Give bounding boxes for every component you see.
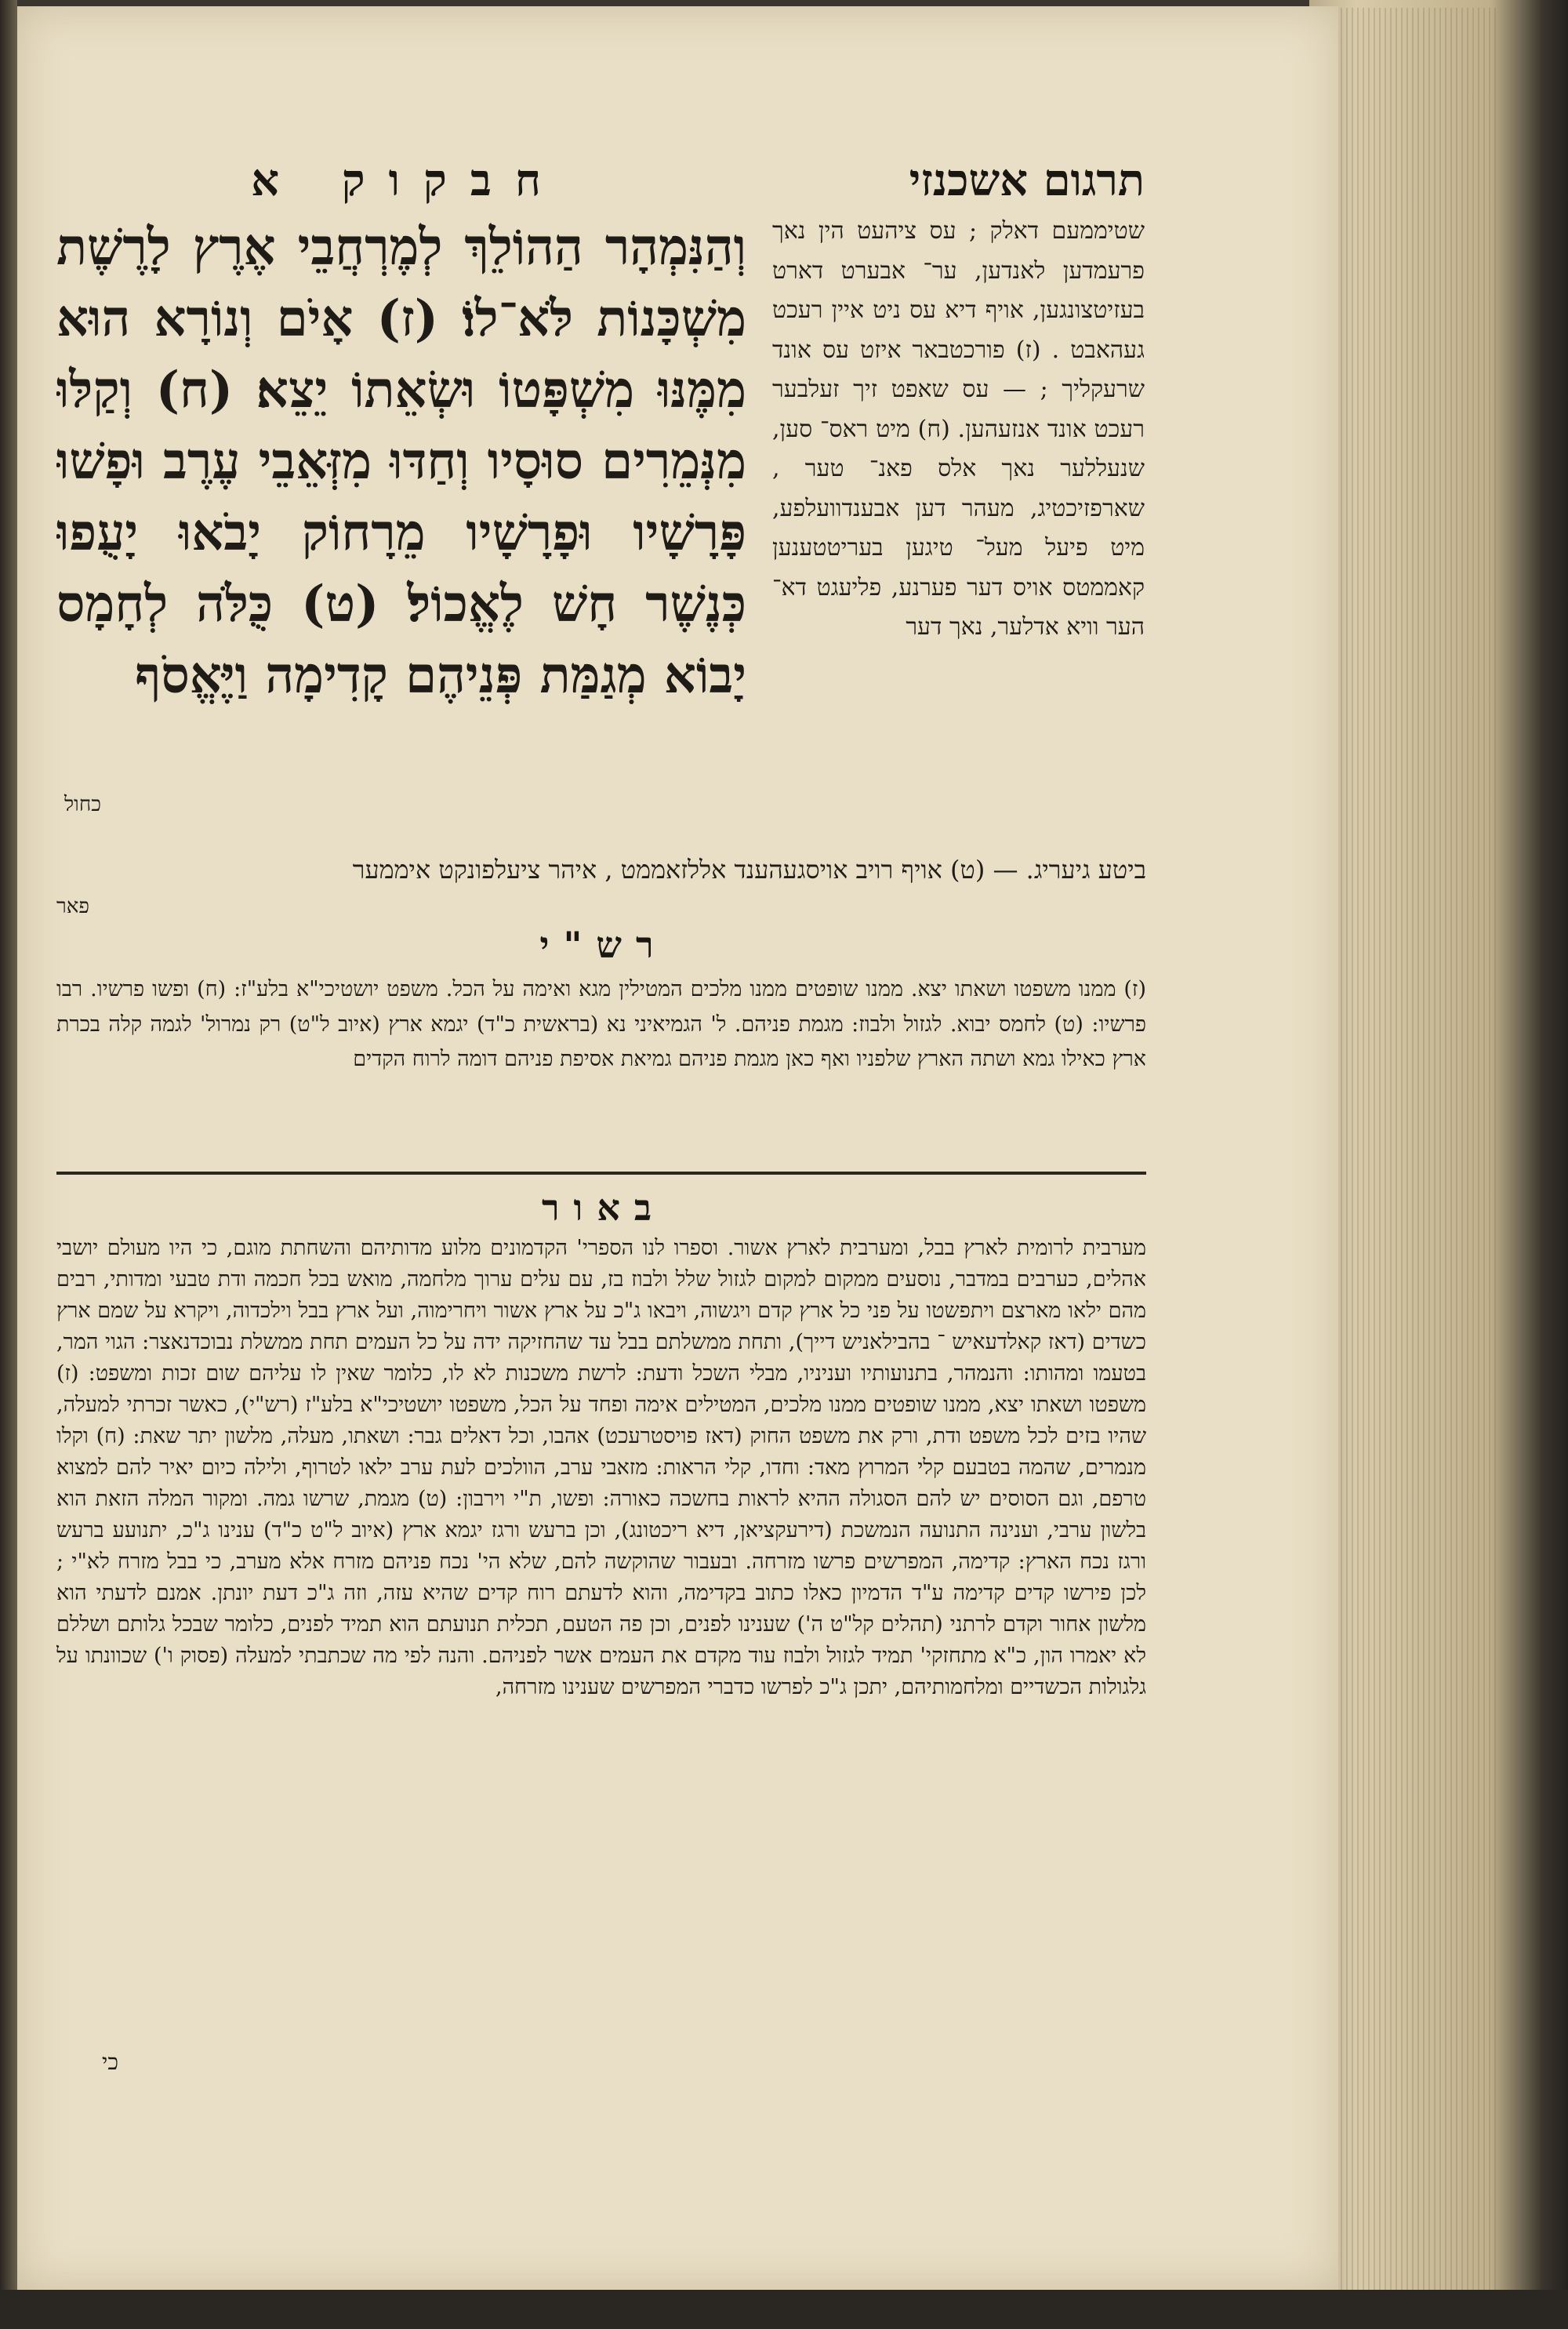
biur-commentary: מערבית לרומית לארץ בבל, ומערבית לארץ אשור. וספרו לנו הספרי' הקדמונים מלוע מדותיהם והשחתת מוגם, כי היו מעולם יושבי אהלים, כערבים במדבר, נוסעים ממקום למקום לגזול שלל ולבוז בז, עם עלים ערוך מלחמה, מואש בכל חכמה ודת טבעי ומדותי, רבים מהם ילאו מארצם ויתפשטו על פני כל ארץ קדם ויגשוה, ויבאו ג"כ על ארץ אשור ויחרימוה, ועל ארץ בבל וילכדוה, ויקרא על שמם ארץ כשדים (דאז קאלדעאיש ־ בהבילאניש דייך), ותחת ממשלתם בבל עד שהחזיקה ידה על כל העמים תחת ממשלת נבוכדנאצר: הגוי המר, בטעמו ומהותו: והנמהר, בתנועותיו ועניניו, מבלי השכל ודעת: לרשת משכנות לא לו, כלומר שאין לו עליהם שום זכות ומשפט: (ז) משפטו ושאתו יצא, ממנו שופטים ממנו מלכים, המטילים אימה ופחד על הכל, משפטו יושטיכי"א בלע"ז (רש"י), כאשר זכרתי למעלה, שהיו בזים לכל משפט ודת, ורק את משפט החוק (דאז פויסטרעכט) אהבו, וכל דאלים גבר: ושאתו, מעלה, מלשון יתר שאת: (ח) וקלו מנמרים, שהמה בטבעם קלי המרוץ מאד: וחדו, קלי הראות: מזאבי ערב, הוולכים לעת ערב ילאו לטרוף, ולילה כיום יאיר להם למצוא טרפם, וגם הסוסים יש להם הסגולה ההיא לראות בחשכה כאורה: ופשו, ת"י וירבון: (ט) מגמת, שרשו גמה. ומקור המלה הזאת הוא בלשון ערבי, וענינה התנועה הנמשכת (דירעקציאן, דיא ריכטונג), וכן ברעש ורגז יגמא ארץ (איוב ל"ט כ"ד) ענינו ג"כ, יתנועע ברעש ורגז נכח הארץ: קדימה, המפרשים פרשו מזרחה. ובעבור שהוקשה להם, שלא הי' נכח פניהם מזרח אלא מערב, כי בבל מזרח לא"י ; לכן פירשו קדים קדימה ע"ד הדמיון כאלו כתוב בקדימה, והוא לדעתם רוח קדים שהיא עזה, וזה ג"כ דעת יונתן. אמנם לדעתי הוא מלשון אחור וקדם לרתני (תהלים קל"ט ה') שענינו לפנים, וכן פה הטעם, תכלית תנועתם הוא תמיד לפנים, כלומר שבכל גלותם ושללם לא יאמרו הון, כ"א מתחזקי' תמיד לגזול ולבוז עוד מקדם את העמים אשר לפניהם. והנה לפי מה שכתבתי למעלה (פסוק ו') שכוונתו על גלגולות הכשדיים ומלחמותיהם, יתכן ג"כ לפרשו כדברי המפרשים שענינו מזרחה, [56, 1236, 1146, 1699]
bottom-shadow [0, 2290, 1568, 2329]
section-divider [56, 1172, 1146, 1175]
translation-continuation: ביטע גיעריג. — (ט) אויף רויב אויסגעהענד אללזאממט , איהר ציעלפונקט איממער [352, 855, 1146, 885]
rashi-commentary: (ז) ממנו משפטו ושאתו יצא. ממנו שופטים ממנו מלכים המטילין מגא ואימה על הכל. משפט יושטיכי"א בלע"ז: (ח) ופשו פרשיו. רבו פרשיו: (ט) לחמס יבוא. לגזול ולבוז: מגמת פניהם. ל' הגמיאיני נא (בראשית כ"ד) יגמא ארץ (איוב ל"ט) רק נמרול' לגמה קלה בכרת ארץ כאילו גמא ושתה הארץ שלפניו ואף כאן מגמת פניהם גמיאת אסיפת פניהם דומה לרוח הקדים [56, 977, 1146, 1071]
page-edge-lines [1341, 8, 1497, 2305]
biur-title: באור [541, 1186, 666, 1229]
book-page-edges [1309, 0, 1568, 2329]
translation-header: תרגום אשכנזי [909, 154, 1145, 206]
left-page-shadow [0, 0, 17, 2329]
translation-column: שטיממעם דאלק ; עס ציהעט הין נאך פרעמדען לאנדען, ער־ אבערט דארט בעזיטצונגען, אויף דיא עס ניט איין רעכט געהאבט . (ז) פורכטבאר איזט עס אונד שרעקליך ; — עס שאפט זיך זעלבער רעכט אונד אנזעהען. (ח) מיט ראס־ סען, שנעללער נאך אלס פאנ־ טער , שארפזיכטיג, מעהר דען אבענדוועלפע, מיט פיעל מעל־ טיגען בעריטטענען קאממטס אויס דער פערנע, פליעגט דא־ הער וויא אדלער, נאך דער [772, 217, 1145, 641]
biur-catchword: כי [102, 2049, 119, 2075]
verse-catchword: כחול [64, 793, 101, 816]
translation-catchword: פאר [56, 895, 89, 918]
rashi-title: רש"י [539, 924, 668, 966]
verse-text: וְהַנִּמְהָר הַהוֹלֵךְ לְמֶרְחֲבֵי אֶרֶץ לָרֶשֶׁת מִשְׁכָּנוֹת לֹּא־לוֹ׃ (ז) אָיֹם וְנוֹרָא הוּא מִמֶּנּוּ מִשְׁפָּטוֹ וּשְׂאֵתוֹ יֵצֵא׃ (ח) וְקַלּוּ מִנְּמֵרִים סוּסָיו וְחַדּוּ מִזְּאֵבֵי עֶרֶב וּפָשׁוּ פָּרָשָׁיו וּפָרָשָׁיו מֵרָחוֹק יָבֹאוּ יָעֻפוּ כְּנֶשֶׁר חָשׁ לֶאֱכוֹל׃ (ט) כֻּלֹּה לְחָמָס יָבוֹא מְגַמַּת פְּנֵיהֶם קָדִימָה וַיֶּאֱסֹף [56, 218, 746, 705]
book-chapter-header: חבקוק א [251, 154, 564, 206]
